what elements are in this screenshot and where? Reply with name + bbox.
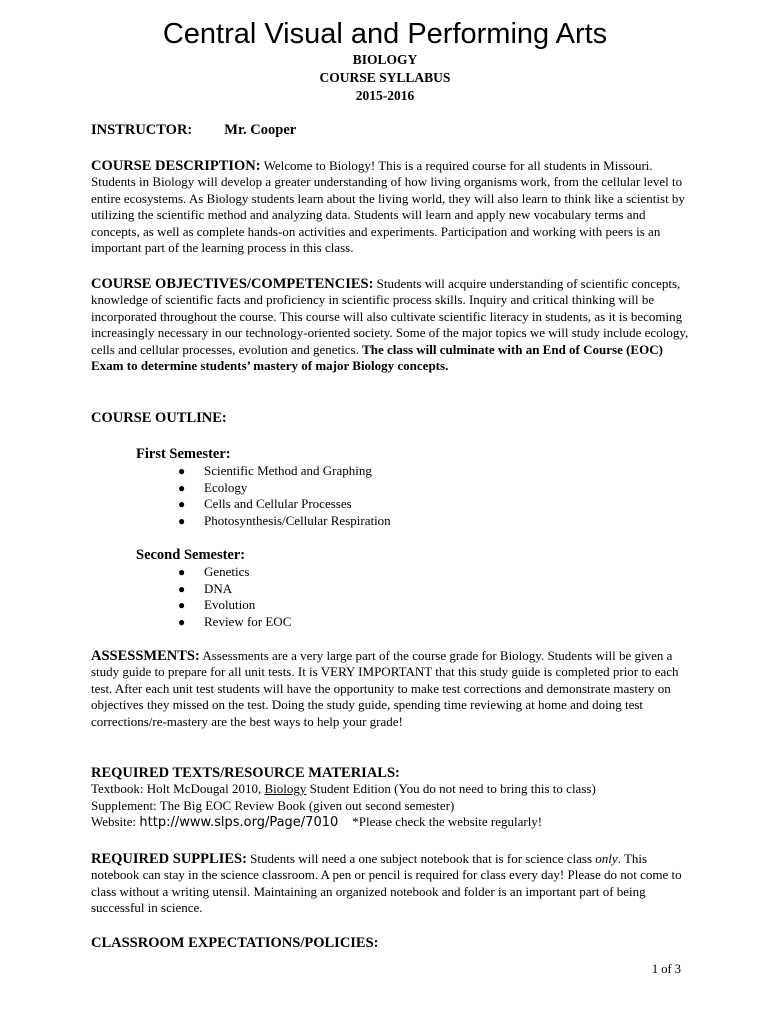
course-objectives-text: Students will acquire understanding of scientific concepts, knowledge of scientific facts and proficiency in scientific process skills. Inquiry and critical thinking will be incorporated throughout the course. This course will also cultivate scientific literacy in students, as it is becoming increasingly necessary in our technology-oriented society. Some of the major topics we will study include ecology, cells and cellular processes, evolution and genetics. xyxy=(91,276,689,357)
instructor-line xyxy=(91,122,691,138)
bullet-icon: ● xyxy=(178,464,186,478)
list-item: ● Cells and Cellular Processes xyxy=(178,496,352,512)
course-objectives-label: COURSE OBJECTIVES/COMPETENCIES: xyxy=(91,276,374,292)
required-supplies-label: REQUIRED SUPPLIES: xyxy=(91,851,247,867)
website-note: *Please check the website regularly! xyxy=(352,814,543,830)
second-semester-list xyxy=(176,564,291,631)
first-semester-title: First Semester: xyxy=(136,446,231,462)
second-semester-title: Second Semester: xyxy=(136,547,246,563)
bullet-icon: ● xyxy=(178,598,186,613)
website-line: Website: http://www.slps.org/Page/7010 *Please check the website regularly! xyxy=(91,814,543,831)
list-item: ● Evolution xyxy=(178,597,256,613)
list-item: ● Scientific Method and Graphing xyxy=(178,463,372,478)
list-item: ● Ecology xyxy=(178,479,248,495)
course-description-label: COURSE DESCRIPTION: xyxy=(91,158,261,174)
assessments-section xyxy=(91,648,691,730)
supplies-emphasis: only xyxy=(595,851,618,866)
instructor-name: Mr. Cooper xyxy=(224,122,297,138)
subject-heading: BIOLOGY xyxy=(352,52,418,67)
school-title: Central Visual and Performing Arts xyxy=(162,18,608,50)
textbook-title: Biology xyxy=(264,781,307,797)
course-objectives-section xyxy=(91,276,691,374)
required-texts-label: REQUIRED TEXTS/RESOURCE MATERIALS: xyxy=(91,765,400,781)
course-objectives-bold-text: The class will culminate with an End of Course (EOC) Exam to determine students’ mastery of major Biology concepts. xyxy=(91,341,663,374)
school-year: 2015-2016 xyxy=(355,88,415,103)
bullet-icon: ● xyxy=(178,581,186,596)
textbook-line: Textbook: Holt McDougal 2010, Biology Student Edition (You do not need to bring this to class) xyxy=(91,781,596,797)
assessments-text: Assessments are a very large part of the course grade for Biology. Students will be given a study guide to prepare for all unit tests. It is VERY IMPORTANT that this study guide is completed prior to each test. After each unit test students will have the opportunity to make test corrections and demonstrate mastery on objectives they missed on the test. Doing the study guide, spending time reviewing at home and doing test corrections/re-mastery are the best ways to help your grade! xyxy=(91,648,679,729)
bullet-icon: ● xyxy=(178,480,186,495)
list-item: ● Review for EOC xyxy=(178,614,292,630)
course-outline-label: COURSE OUTLINE: xyxy=(91,410,227,426)
bullet-icon: ● xyxy=(178,565,186,579)
supplement-line: Supplement: The Big EOC Review Book (given out second semester) xyxy=(91,797,455,813)
bullet-icon: ● xyxy=(178,514,186,529)
list-item: ● Genetics xyxy=(178,564,250,579)
assessments-label: ASSESSMENTS: xyxy=(91,648,200,664)
bullet-icon: ● xyxy=(178,615,186,630)
list-item: ● Photosynthesis/Cellular Respiration xyxy=(178,513,391,529)
list-item: ● DNA xyxy=(178,580,233,596)
course-description-section xyxy=(91,158,691,256)
page-number: 1 of 3 xyxy=(651,962,681,976)
website-link[interactable]: http://www.slps.org/Page/7010 xyxy=(139,815,339,831)
first-semester-list xyxy=(176,463,391,530)
bullet-icon: ● xyxy=(178,497,186,512)
required-texts-section xyxy=(91,765,691,832)
required-supplies-section: REQUIRED SUPPLIES: Students will need a one subject notebook that is for science class only. This notebook can stay in the science classroom. A pen or pencil is required for class every day! Please do not come to class without a writing utensil. Maintaining an organized notebook and folder is an important part of being successful in science. xyxy=(91,851,682,916)
instructor-label: INSTRUCTOR: xyxy=(91,122,193,138)
classroom-expectations-label: CLASSROOM EXPECTATIONS/POLICIES: xyxy=(91,935,379,951)
document-type-heading: COURSE SYLLABUS xyxy=(319,70,451,85)
course-description-text: Welcome to Biology! This is a required course for all students in Missouri. Students in Biology will develop a greater understanding of how living organisms work, from the cellular level to entire ecosystems. As Biology students learn about the living world, they will also learn to think like a scientist by utilizing the scientific method and analyzing data. Students will learn and apply new vocabulary terms and concepts, as well as complete hands-on activities and experiments. Participation and working with peers is an important part of the learning process in this class. xyxy=(91,158,685,256)
